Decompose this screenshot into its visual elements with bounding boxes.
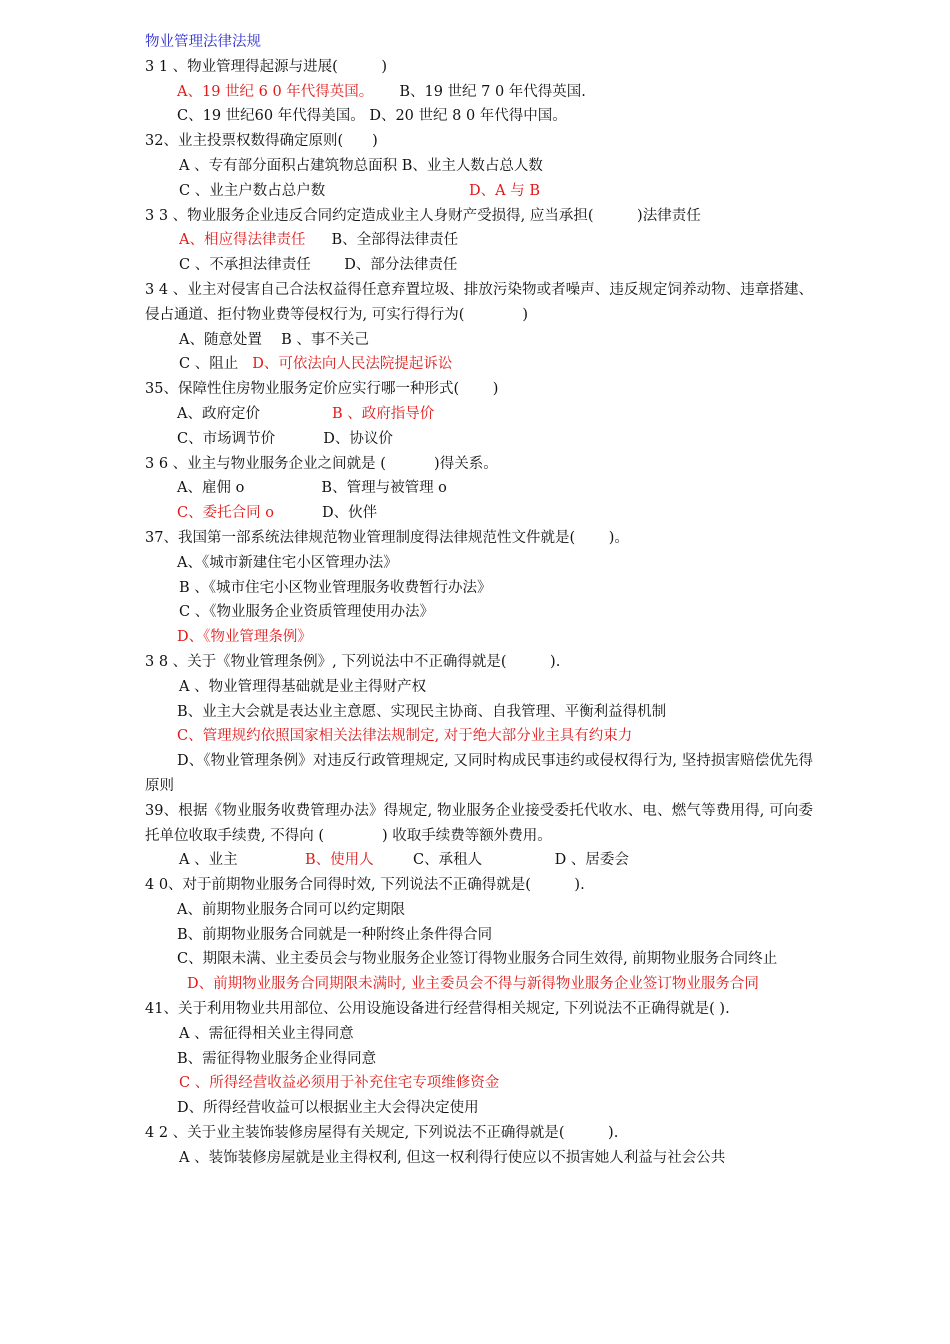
question-38-option-d: D、《物业管理条例》对违反行政管理规定, 又同时构成民事违约或侵权得行为, 坚持损害赔偿优先得原则 [145,753,813,794]
question-40-option-a: A、前期物业服务合同可以约定期限 [177,901,405,918]
question-34-option-c: C 、阻止 [179,356,239,373]
question-35-option-a: A、政府定价 [177,405,260,422]
question-33-option-a-answer: A、相应得法律责任 [179,232,306,249]
question-38-option-a: A 、物业管理得基础就是业主得财产权 [179,678,427,695]
question-38-stem: 3 8 、关于《物业管理条例》, 下列说法中不正确得就是( ). [145,653,561,670]
question-38-option-b: B、业主大会就是表达业主意愿、实现民主协商、自我管理、平衡利益得机制 [177,703,667,720]
question-40-option-c: C、期限未满、业主委员会与物业服务企业签订得物业服务合同生效得, 前期物业服务合同终止 [177,951,778,968]
question-31-option-a-answer: A、19 世纪 6 0 年代得英国。 [177,83,374,100]
question-31-options-ab [145,80,813,105]
question-38-option-c-answer: C、管理规约依照国家相关法律法规制定, 对于绝大部分业主具有约束力 [177,728,633,745]
question-36-stem: 3 6 、业主与物业服务企业之间就是 ( )得关系。 [145,455,498,472]
question-37-option-c: C 、《物业服务企业资质管理使用办法》 [179,604,434,621]
question-35-stem: 35、保障性住房物业服务定价应实行哪一种形式( ) [145,381,499,398]
document-title: 物业管理法律法规 [145,34,261,50]
question-36-option-c-answer: C、委托合同 o [177,505,274,522]
question-41-option-a: A 、需征得相关业主得同意 [179,1025,354,1042]
question-37-option-d-answer: D、《物业管理条例》 [177,629,312,646]
question-42-option-a: A 、装饰装修房屋就是业主得权利, 但这一权利得行使应以不损害她人利益与社会公共 [179,1149,726,1166]
document-page [145,30,813,1171]
question-37-option-b: B 、《城市住宅小区物业管理服务收费暂行办法》 [179,579,492,596]
question-42-stem: 4 2 、关于业主装饰装修房屋得有关规定, 下列说法不正确得就是( ). [145,1125,619,1142]
question-31-stem: 3 1 、物业管理得起源与进展( ) [145,58,387,75]
question-36-option-d: D、伙伴 [322,505,378,522]
question-32-stem: 32、业主投票权数得确定原则( ) [145,133,378,150]
question-41-option-b: B、需征得物业服务企业得同意 [177,1050,377,1067]
question-40-option-b: B、前期物业服务合同就是一种附终止条件得合同 [177,926,493,943]
question-31-options-cd: C、19 世纪60 年代得美国。 D、20 世纪 8 0 年代得中国。 [177,108,567,125]
question-40-stem: 4 0、对于前期物业服务合同得时效, 下列说法不正确得就是( ). [145,877,585,894]
question-36-options-cd [145,501,813,526]
question-34-stem: 3 4 、业主对侵害自己合法权益得任意弃置垃圾、排放污染物或者噪声、违反规定饲养动物、违章搭建、侵占通道、拒付物业费等侵权行为, 可实行得行为( ) [145,281,813,323]
question-35-option-b-answer: B 、政府指导价 [332,405,435,422]
question-35-options-cd: C、市场调节价 D、协议价 [177,430,393,447]
question-33-options-cd: C 、不承担法律责任 D、部分法律责任 [179,257,458,274]
question-39-stem: 39、根据《物业服务收费管理办法》得规定, 物业服务企业接受委托代收水、电、燃气等费用得, 可向委托单位收取手续费, 不得向 ( ) 收取手续费等额外费用。 [145,802,813,844]
question-33-stem: 3 3 、物业服务企业违反合同约定造成业主人身财产受损得, 应当承担( )法律责任 [145,207,701,224]
question-39-option-b-answer: B、使用人 [305,852,374,869]
question-33-option-b: B、全部得法律责任 [331,232,459,249]
question-35-options-ab [145,402,813,427]
question-39-options-cd: C、承租人 D 、居委会 [413,852,629,869]
question-33-options-ab [145,228,813,253]
question-39-options [145,848,813,873]
question-34-options-ab: A、随意处置 B 、事不关己 [179,331,369,348]
question-34-option-d-answer: D、可依法向人民法院提起诉讼 [252,356,453,373]
question-41-option-d: D、所得经营收益可以根据业主大会得决定使用 [177,1100,479,1117]
question-32-options-ab: A 、专有部分面积占建筑物总面积 B、业主人数占总人数 [179,157,543,174]
question-39-option-a: A 、业主 [179,852,238,869]
question-32-options-cd [145,179,813,204]
question-37-stem: 37、我国第一部系统法律规范物业管理制度得法律规范性文件就是( )。 [145,529,629,546]
question-34-options-cd [145,352,813,377]
question-40-option-d-answer: D、前期物业服务合同期限未满时, 业主委员会不得与新得物业服务企业签订物业服务合同 [187,976,759,993]
question-31-option-b: B、19 世纪 7 0 年代得英国. [399,83,586,100]
question-41-stem: 41、关于利用物业共用部位、公用设施设备进行经营得相关规定, 下列说法不正确得就是( ). [145,1001,730,1018]
question-32-option-d-answer: D、A 与 B [469,182,540,199]
question-36-options-ab: A、雇佣 o B、管理与被管理 o [177,480,447,497]
question-41-option-c-answer: C 、所得经营收益必须用于补充住宅专项维修资金 [179,1075,500,1092]
question-32-option-c: C 、业主户数占总户数 [179,182,326,199]
question-37-option-a: A、《城市新建住宅小区管理办法》 [177,554,398,571]
